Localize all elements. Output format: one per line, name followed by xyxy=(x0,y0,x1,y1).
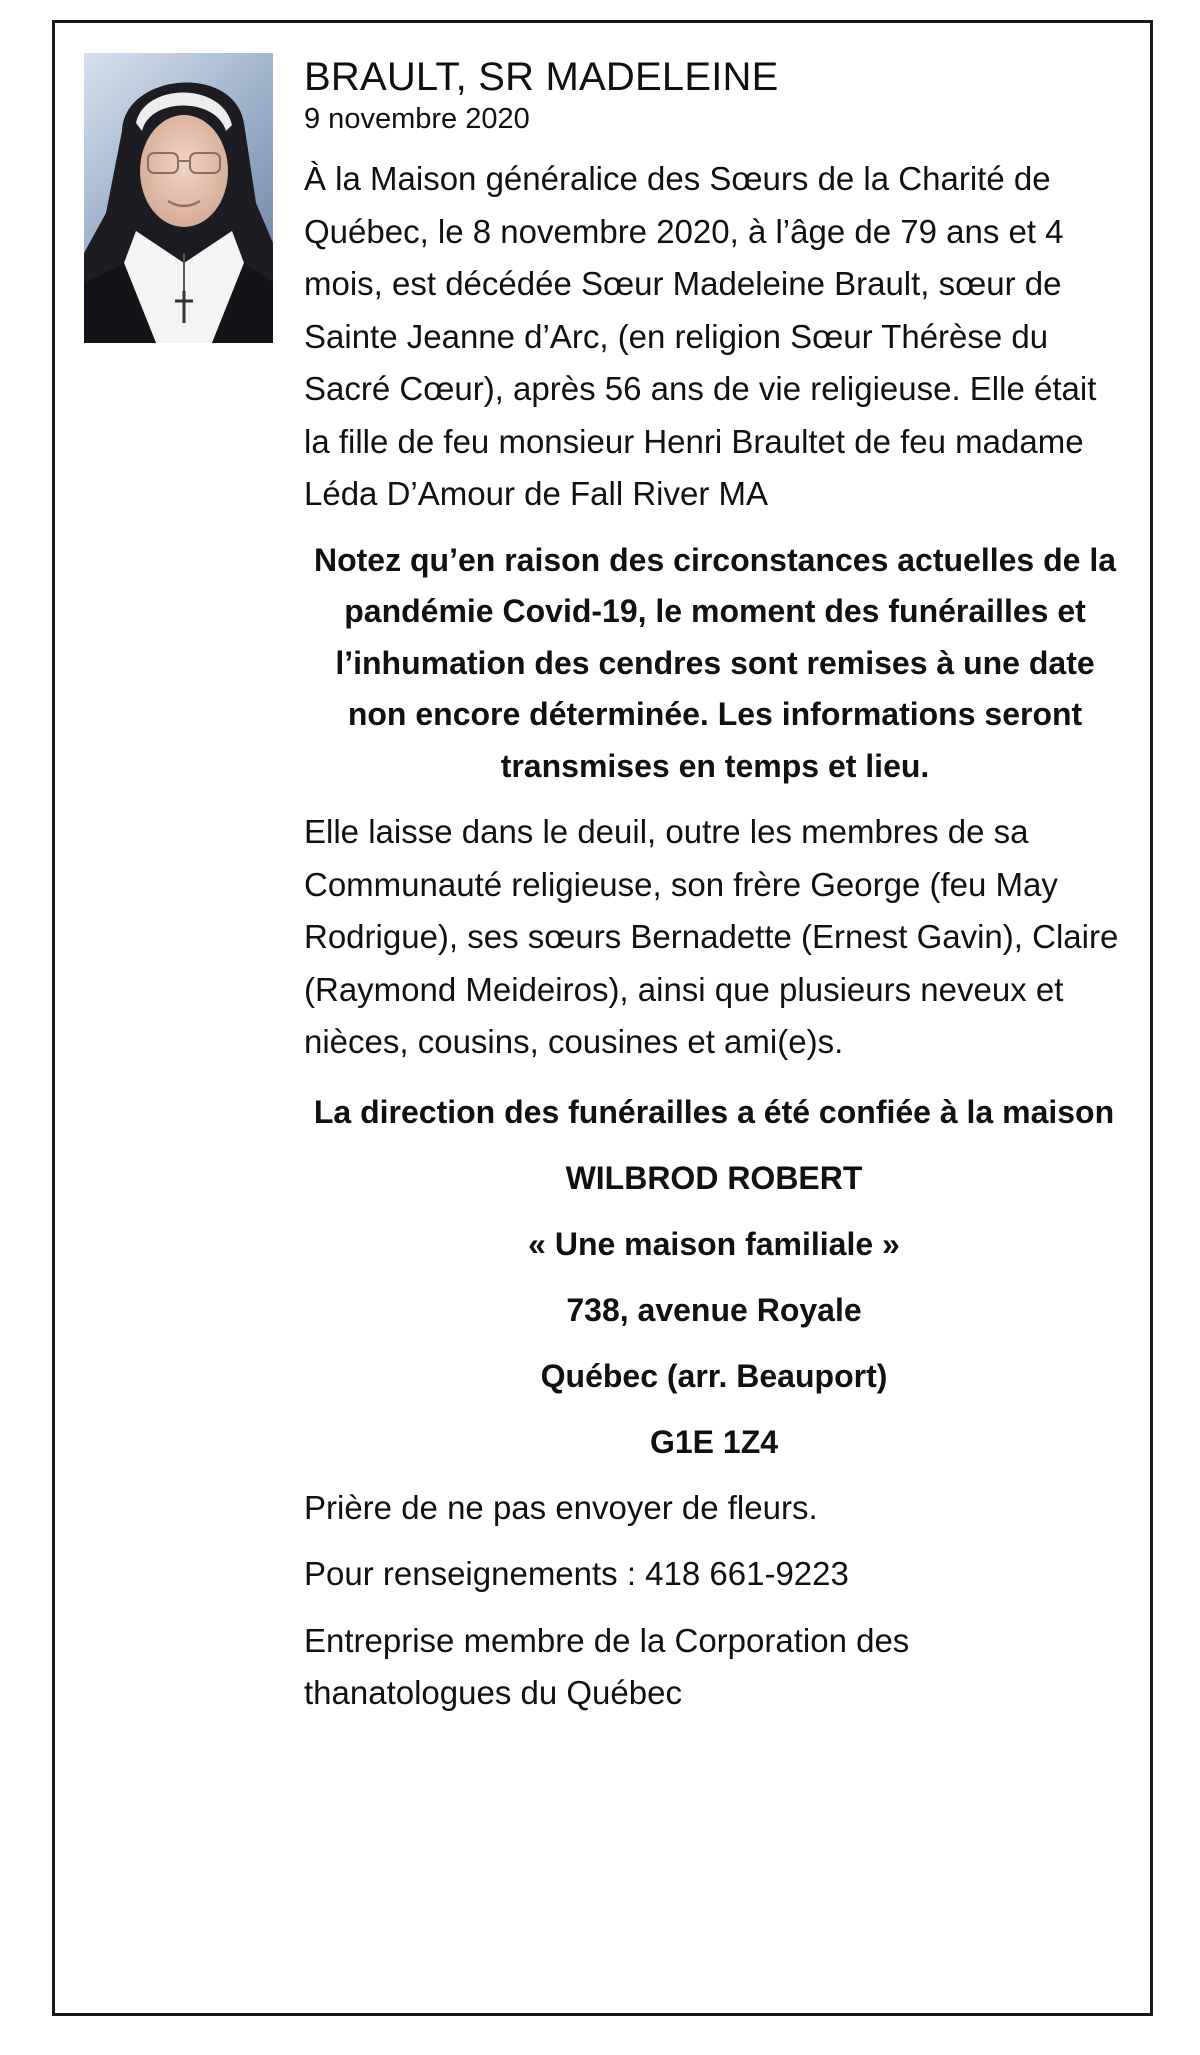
intro-paragraph: À la Maison généralice des Sœurs de la Charité de Québec, le 8 novembre 2020, à l’âge de 79 ans et 4 mois, est décédée Sœur Madeleine Brault, sœur de Sainte Jeanne d’Arc, (en religion Sœur Thérèse du Sacré Cœur), après 56 ans de vie religieuse. Elle était la fille de feu monsieur Henri Braultet de feu madame Léda D’Amour de Fall River MA xyxy=(304,160,1097,512)
contact-info: Pour renseignements : 418 661-9223 xyxy=(304,1555,849,1592)
survivors-paragraph: Elle laisse dans le deuil, outre les membres de sa Communauté religieuse, son frère George (feu May Rodrigue), ses sœurs Bernadette (Ernest Gavin), Claire (Raymond Meideiros), ainsi que plusieurs neveux et nièces, cousins, cousines et ami(e)s. xyxy=(304,813,1119,1060)
obituary-content xyxy=(304,53,1124,1720)
deceased-name: BRAULT, SR MADELEINE xyxy=(304,55,779,99)
flowers-note: Prière de ne pas envoyer de fleurs. xyxy=(304,1488,818,1526)
funeral-home-city: Québec (arr. Beauport) xyxy=(540,1357,888,1394)
funeral-home-name: WILBROD ROBERT xyxy=(565,1159,863,1196)
portrait-photo xyxy=(84,53,273,343)
funeral-home-street: 738, avenue Royale xyxy=(566,1291,862,1328)
funeral-home-postal-code: G1E 1Z4 xyxy=(649,1423,779,1460)
portrait-image xyxy=(84,53,273,343)
covid-notice: Notez qu’en raison des circonstances actuelles de la pandémie Covid-19, le moment des funérailles et l’inhumation des cendres sont remises à une date non encore déterminée. Les informations seront transmises en temps et lieu. xyxy=(313,541,1117,784)
membership-note: Entreprise membre de la Corporation des thanatologues du Québec xyxy=(304,1621,910,1711)
publication-date: 9 novembre 2020 xyxy=(304,103,530,135)
funeral-home-slogan: « Une maison familiale » xyxy=(528,1225,900,1262)
funeral-home-intro: La direction des funérailles a été confiée à la maison xyxy=(313,1093,1115,1130)
